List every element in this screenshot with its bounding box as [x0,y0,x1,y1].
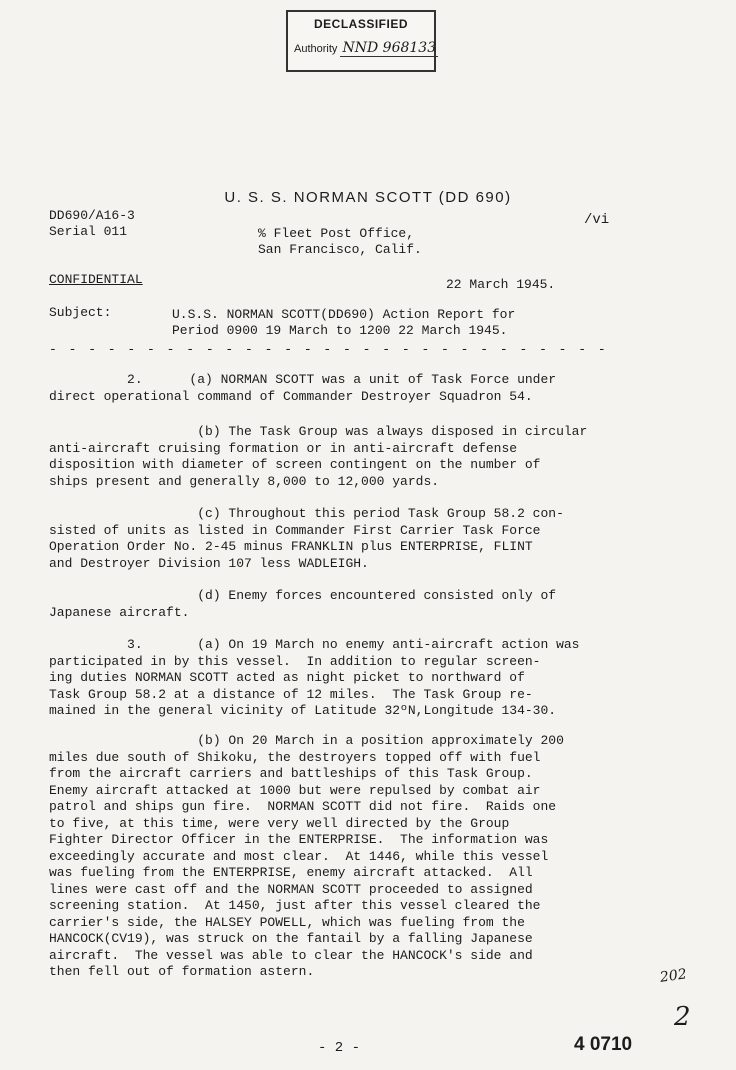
text-line: Fighter Director Officer in the ENTERPRISE. The information was [49,832,549,847]
text-line: from the aircraft carriers and battleships of this Task Group. [49,766,533,781]
paragraph-2d [49,588,654,621]
paragraph-2b [49,424,654,490]
address-line-1: % Fleet Post Office, [258,226,415,241]
text-line: screening station. At 1450, just after this vessel cleared the [49,898,541,913]
handwritten-number-202: 202 [659,966,688,986]
text-line: and Destroyer Division 107 less WADLEIGH. [49,555,369,571]
subject-label: Subject: [49,305,112,320]
paragraph-2a [49,372,654,405]
text-line: then fell out of formation astern. [49,964,315,979]
text-line: disposition with diameter of screen contingent on the number of [49,457,541,472]
text-line: lines were cast off and the NORMAN SCOTT proceeded to assigned [49,881,533,897]
text-line: Enemy aircraft attacked at 1000 but were repulsed by combat air [49,782,541,798]
text-line: exceedingly accurate and most clear. At 1446, while this vessel [49,848,549,864]
text-line: sisted of units as listed in Commander First Carrier Task Force [49,522,541,538]
text-line: mained in the general vicinity of Latitude 32ºN,Longitude 134-30. [49,703,557,718]
text-line: miles due south of Shikoku, the destroyers topped off with fuel [49,749,541,765]
subject-line-2: Period 0900 19 March to 1200 22 March 1945. [172,323,508,338]
classification: CONFIDENTIAL [49,272,143,287]
text-line: 3. (a) On 19 March no enemy anti-aircraft action was [49,637,580,652]
serial-number: Serial 011 [49,224,128,239]
ship-heading: U. S. S. NORMAN SCOTT (DD 690) [224,189,512,206]
text-line: Task Group 58.2 at a distance of 12 miles. The Task Group re- [49,686,533,702]
stamp-title: DECLASSIFIED [313,17,408,31]
text-line: patrol and ships gun fire. NORMAN SCOTT did not fire. Raids one [49,799,557,814]
stamp-authority-value: NND 968133 [342,40,437,56]
handwritten-number-2: 2 [674,1002,691,1032]
paragraph-2c [49,506,654,572]
initials: /vi [584,212,610,228]
text-line: Japanese aircraft. [49,604,190,620]
separator-dashes: - - - - - - - - - - - - - - - - - - - - - - - - - - - - - [49,342,608,357]
text-line: ing duties NORMAN SCOTT acted as night picket to northward of [49,670,525,685]
stamp-authority-label: Authority [294,43,338,55]
text-line: ships present and generally 8,000 to 12,000 yards. [49,473,440,489]
text-line: direct operational command of Commander Destroyer Squadron 54. [49,388,533,404]
archive-stamp-number: 4 0710 [574,1034,633,1055]
stamp-authority [294,40,437,56]
text-line: (d) Enemy forces encountered consisted only of [49,588,557,603]
paragraph-3b [49,733,654,981]
text-line: (b) On 20 March in a position approximately 200 [49,733,564,748]
text-line: 2. (a) NORMAN SCOTT was a unit of Task Force under [49,372,557,387]
address-line-2: San Francisco, Calif. [258,242,422,257]
declassified-stamp [286,10,436,72]
document-date: 22 March 1945. [446,277,556,292]
file-reference: DD690/A16-3 [49,208,135,223]
text-line: Operation Order No. 2-45 minus FRANKLIN plus ENTERPRISE, FLINT [49,539,533,554]
text-line: aircraft. The vessel was able to clear the HANCOCK's side and [49,947,533,963]
text-line: carrier's side, the HALSEY POWELL, which was fueling from the [49,914,525,930]
paragraph-3a [49,637,654,720]
text-line: participated in by this vessel. In addition to regular screen- [49,653,541,669]
text-line: HANCOCK(CV19), was struck on the fantail by a falling Japanese [49,931,533,946]
text-line: (b) The Task Group was always disposed in circular [49,424,588,439]
text-line: was fueling from the ENTERPRISE, enemy aircraft attacked. All [49,865,533,880]
page-number: - 2 - [318,1040,361,1056]
text-line: anti-aircraft cruising formation or in anti-aircraft defense [49,440,518,456]
text-line: (c) Throughout this period Task Group 58.2 con- [49,506,564,521]
subject-line-1: U.S.S. NORMAN SCOTT(DD690) Action Report for [172,307,516,322]
text-line: to five, at this time, were very well directed by the Group [49,815,510,831]
